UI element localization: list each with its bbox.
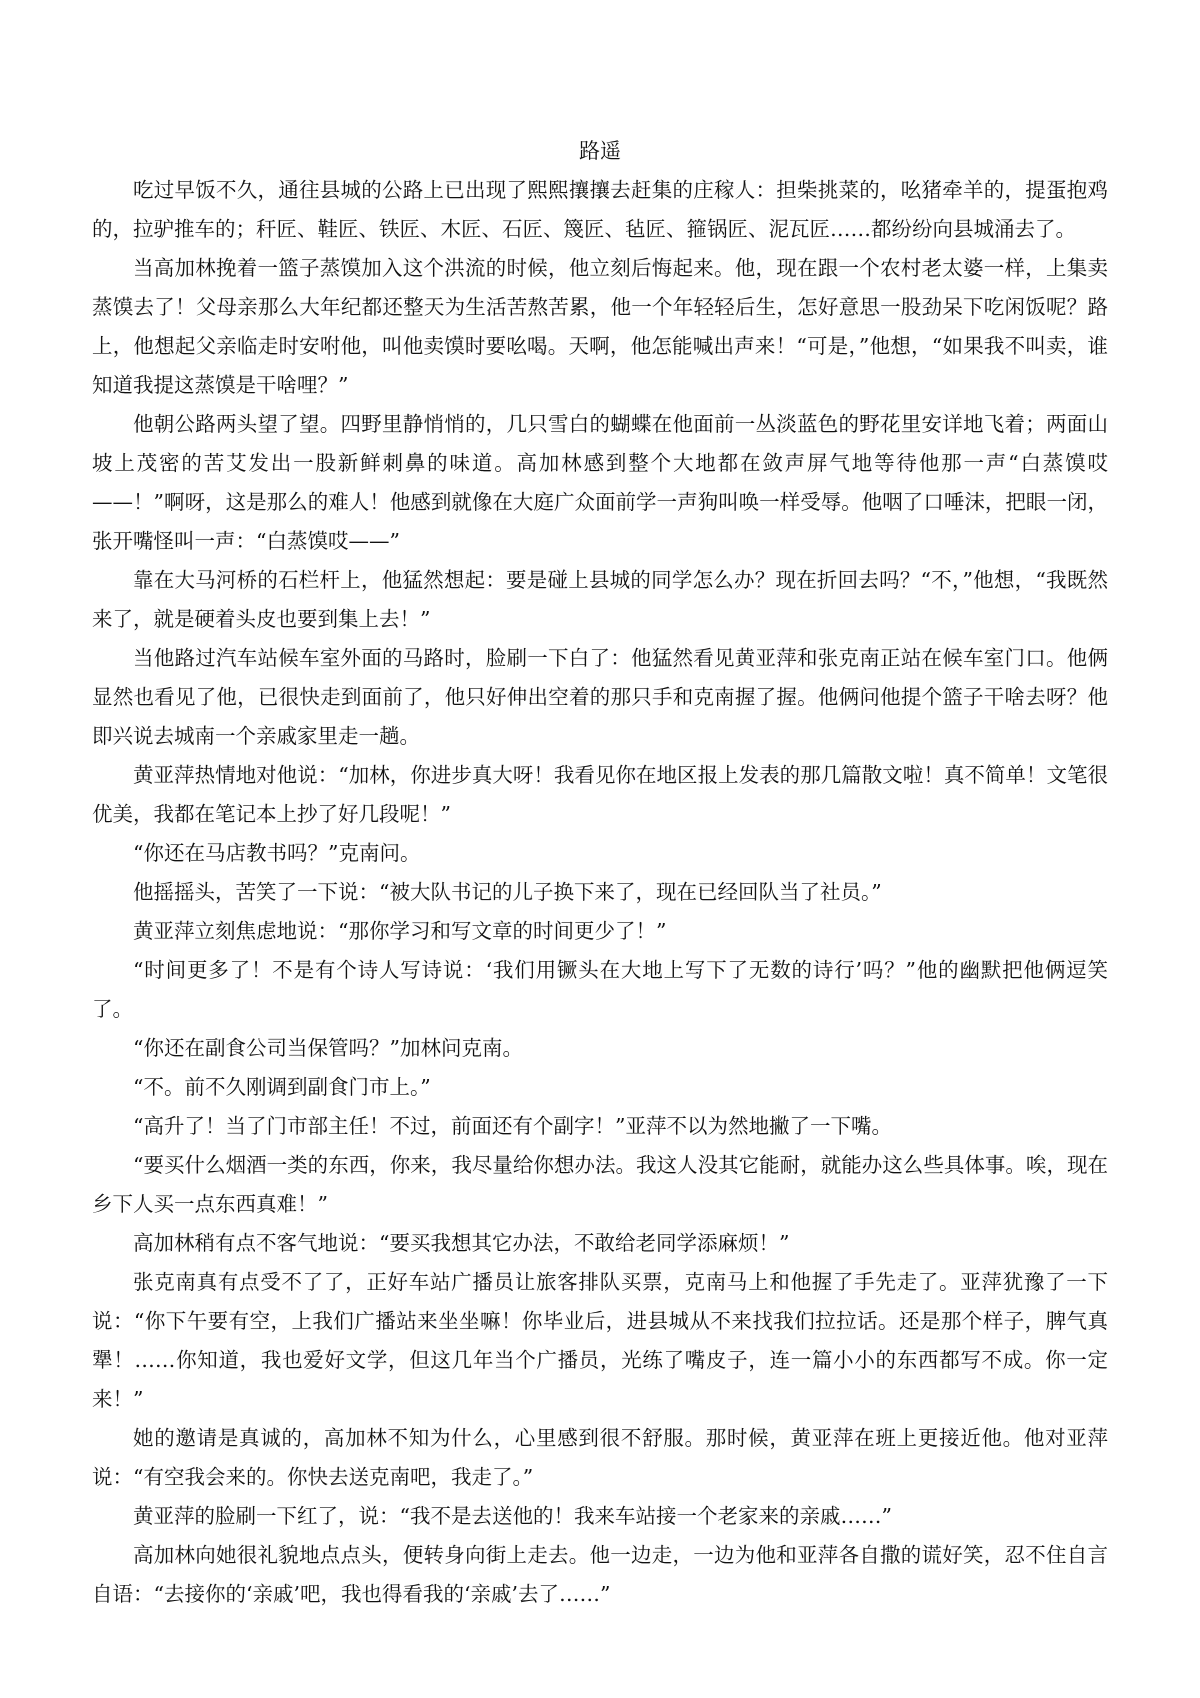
paragraph: 黄亚萍的脸刷一下红了，说：“我不是去送他的！我来车站接一个老家来的亲戚……” [133,1504,892,1528]
paragraph: 吃过早饭不久，通往县城的公路上已出现了熙熙攘攘去赶集的庄稼人：担柴挑菜的，吆猪牵羊的，提蛋抱鸡的，拉驴推车的；秆匠、鞋匠、铁匠、木匠、石匠、篾匠、毡匠、箍锅匠、泥瓦匠……都纷纷向县城涌去了。 [92,178,1108,241]
paragraph: 当他路过汽车站候车室外面的马路时，脸刷一下白了：他猛然看见黄亚萍和张克南正站在候车室门口。他俩显然也看见了他，已很快走到面前了，他只好伸出空着的那只手和克南握了握。他俩问他提个篮子干啥去呀？他即兴说去城南一个亲戚家里走一趟。 [92,646,1108,748]
document-page [92,120,1108,1614]
paragraph: “高升了！当了门市部主任！不过，前面还有个副字！”亚萍不以为然地撇了一下嘴。 [133,1114,892,1138]
paragraph: “你还在副食公司当保管吗？”加林问克南。 [133,1036,523,1060]
document-body [92,171,1108,1614]
paragraph: 张克南真有点受不了了，正好车站广播员让旅客排队买票，克南马上和他握了手先走了。亚萍犹豫了一下说：“你下午要有空，上我们广播站来坐坐嘛！你毕业后，进县城从不来找我们拉拉话。还是那个样子，脾气真犟！……你知道，我也爱好文学，但这几年当个广播员，光练了嘴皮子，连一篇小小的东西都写不成。你一定来！” [92,1270,1108,1411]
paragraph: 他朝公路两头望了望。四野里静悄悄的，几只雪白的蝴蝶在他面前一丛淡蓝色的野花里安详地飞着；两面山坡上茂密的苦艾发出一股新鲜刺鼻的味道。高加林感到整个大地都在敛声屏气地等待他那一声“白蒸馍哎——！”啊呀，这是那么的难人！他感到就像在大庭广众面前学一声狗叫唤一样受辱。他咽了口唾沫，把眼一闭，张开嘴怪叫一声：“白蒸馍哎——” [92,412,1108,553]
paragraph: “你还在马店教书吗？”克南问。 [133,841,421,865]
paragraph: “要买什么烟酒一类的东西，你来，我尽量给你想办法。我这人没其它能耐，就能办这么些具体事。唉，现在乡下人买一点东西真难！” [92,1153,1108,1216]
paragraph: 他摇摇头，苦笑了一下说：“被大队书记的儿子换下来了，现在已经回队当了社员。” [133,880,882,904]
paragraph: 当高加林挽着一篮子蒸馍加入这个洪流的时候，他立刻后悔起来。他，现在跟一个农村老太婆一样，上集卖蒸馍去了！父母亲那么大年纪都还整天为生活苦熬苦累，他一个年轻轻后生，怎好意思一股劲呆下吃闲饭呢？路上，他想起父亲临走时安咐他，叫他卖馍时要吆喝。天啊，他怎能喊出声来！“可是，”他想，“如果我不叫卖，谁知道我提这蒸馍是干啥哩？” [92,256,1108,397]
document-title: 路遥 [579,139,621,163]
paragraph: 她的邀请是真诚的，高加林不知为什么，心里感到很不舒服。那时候，黄亚萍在班上更接近他。他对亚萍说：“有空我会来的。你快去送克南吧，我走了。” [92,1426,1108,1489]
paragraph: 高加林向她很礼貌地点点头，便转身向街上走去。他一边走，一边为他和亚萍各自撒的谎好笑，忍不住自言自语：“去接你的‘亲戚’吧，我也得看我的‘亲戚’去了……” [92,1543,1108,1606]
paragraph: 黄亚萍热情地对他说：“加林，你进步真大呀！我看见你在地区报上发表的那几篇散文啦！真不简单！文笔很优美，我都在笔记本上抄了好几段呢！” [92,763,1108,826]
paragraph: “时间更多了！不是有个诗人写诗说：‘我们用镢头在大地上写下了无数的诗行’吗？”他的幽默把他俩逗笑了。 [92,958,1108,1021]
paragraph: “不。前不久刚调到副食门市上。” [133,1075,431,1099]
paragraph: 黄亚萍立刻焦虑地说：“那你学习和写文章的时间更少了！” [133,919,667,943]
paragraph: 高加林稍有点不客气地说：“要买我想其它办法，不敢给老同学添麻烦！” [133,1231,790,1255]
paragraph: 靠在大马河桥的石栏杆上，他猛然想起：要是碰上县城的同学怎么办？现在折回去吗？“不，”他想，“我既然来了，就是硬着头皮也要到集上去！” [92,568,1108,631]
